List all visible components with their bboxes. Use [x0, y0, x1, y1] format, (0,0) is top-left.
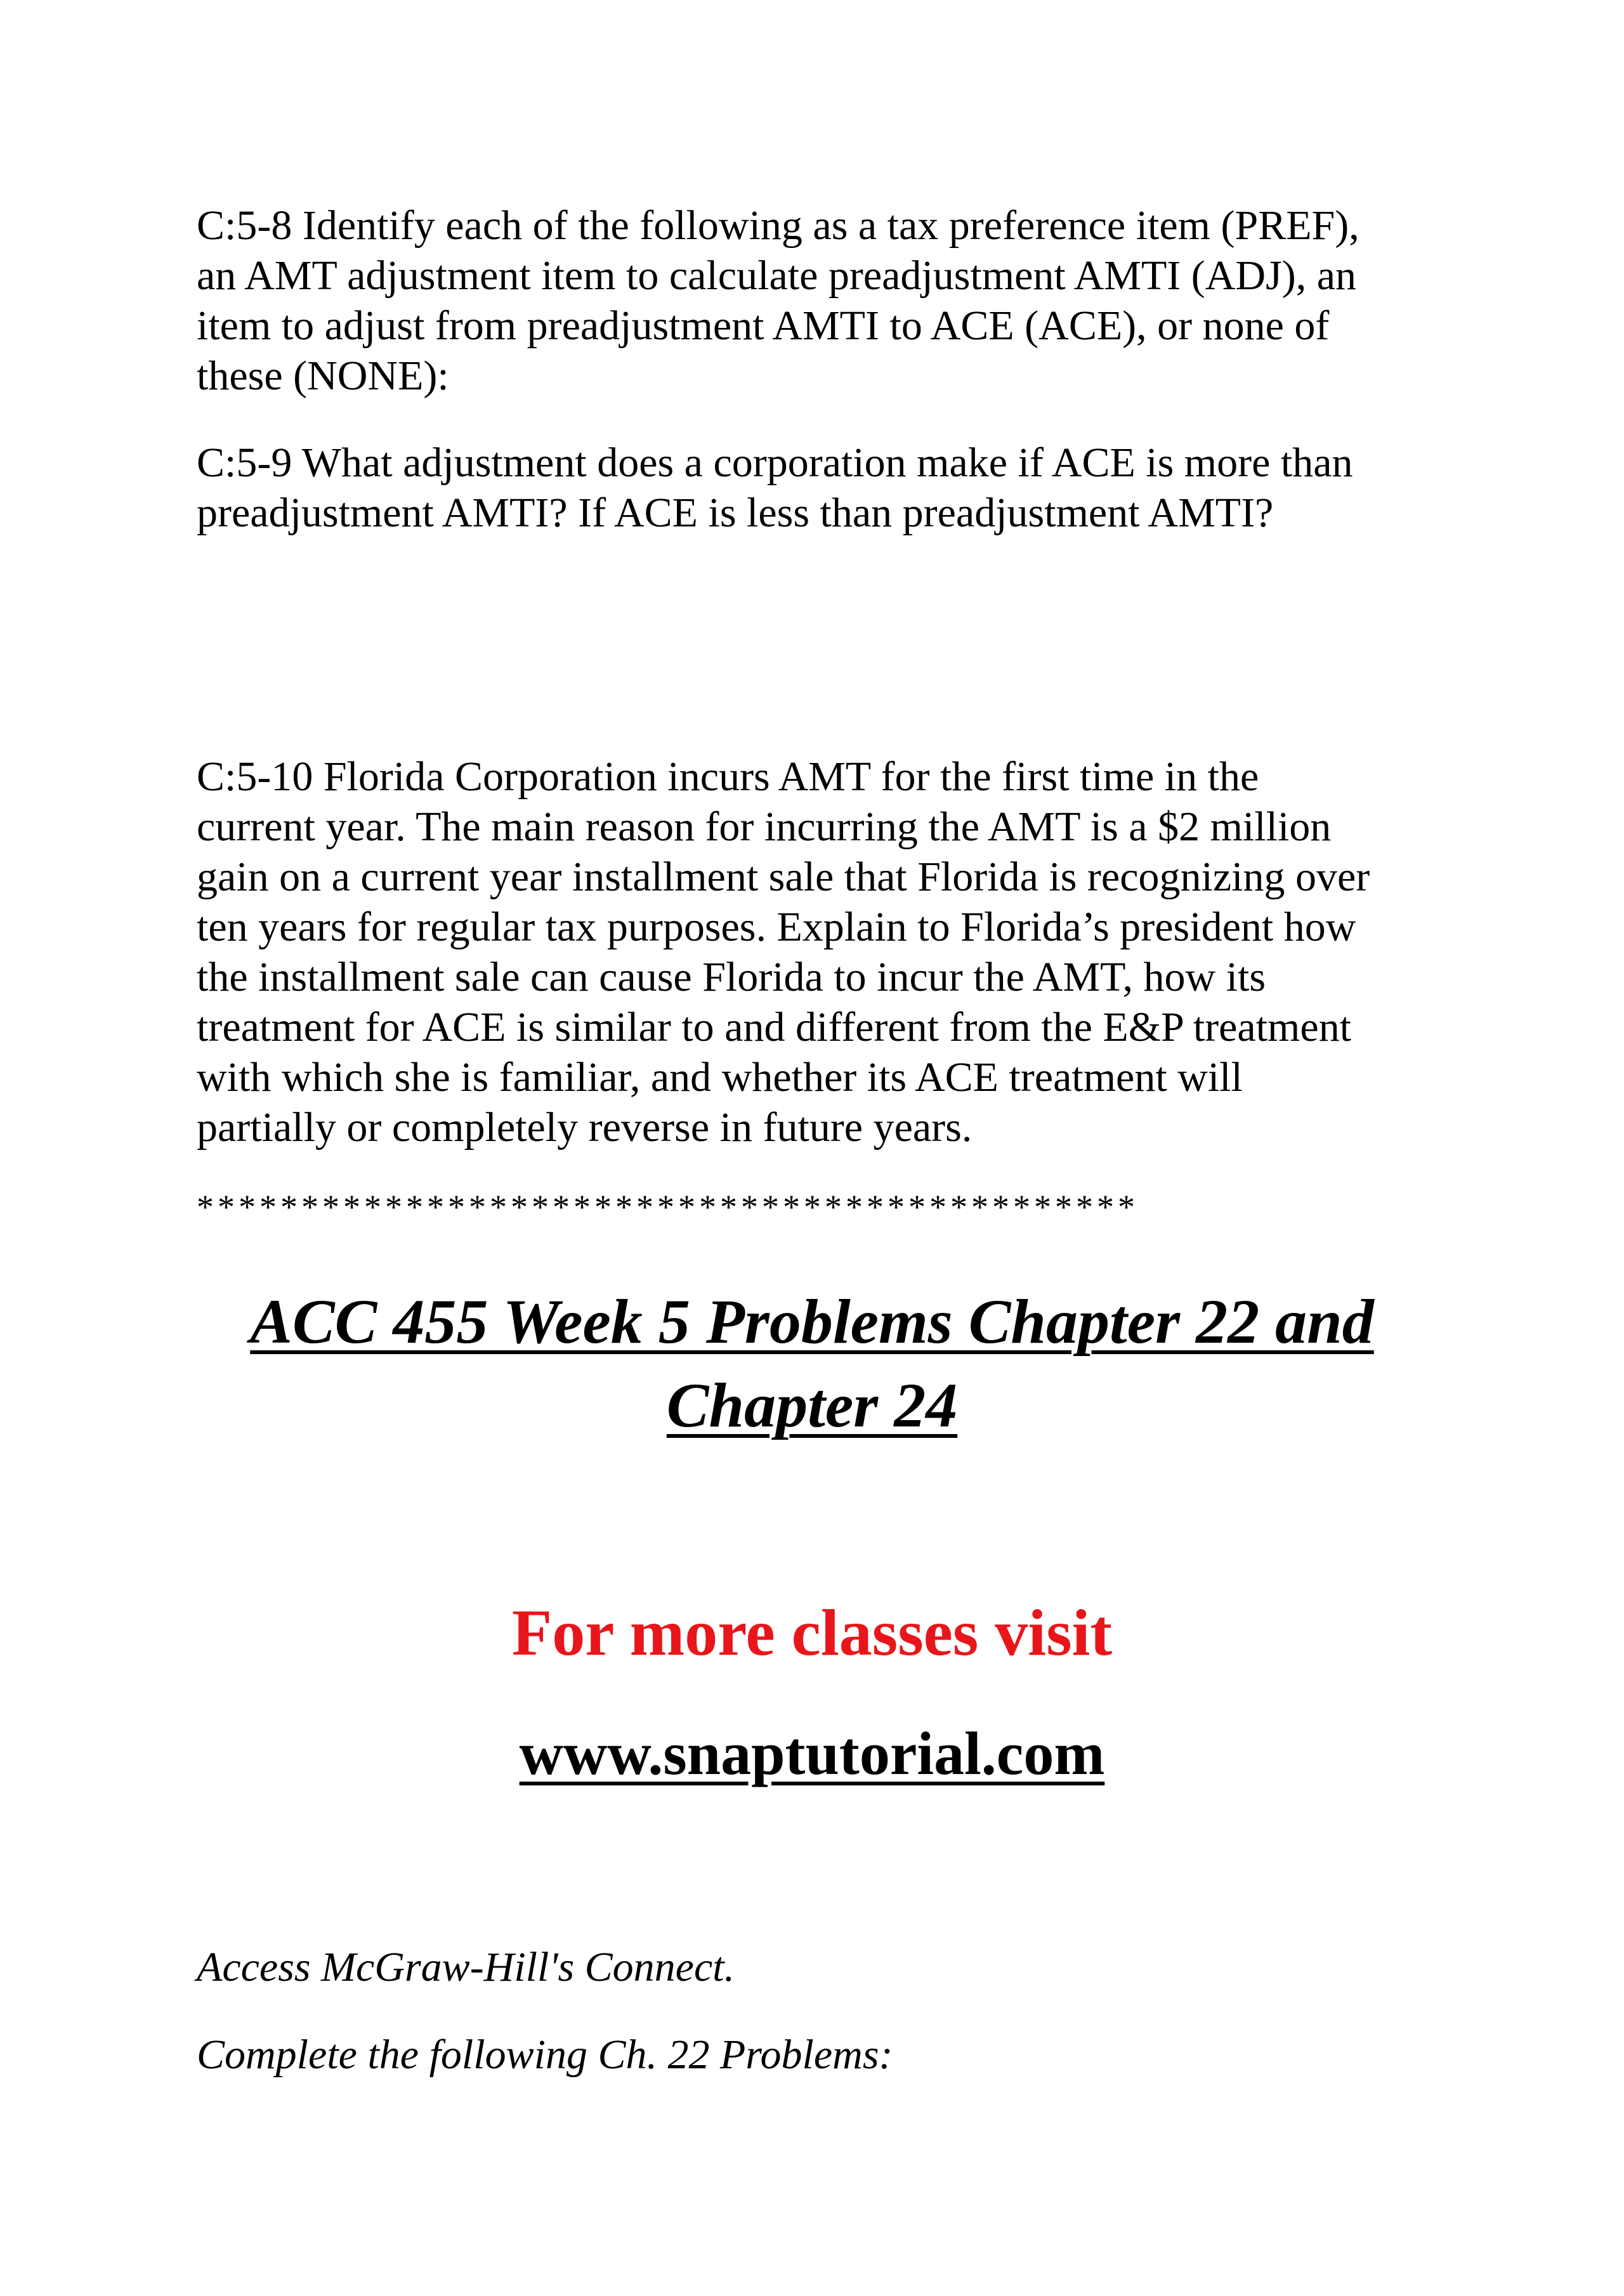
question-c5-10-line: with which she is familiar, and whether its ACE treatment will [197, 1054, 1243, 1100]
question-c5-9-line: preadjustment AMTI? If ACE is less than preadjustment AMTI? [197, 490, 1274, 536]
question-c5-8-line: these (NONE): [197, 353, 449, 399]
section-heading-line-1: ACC 455 Week 5 Problems Chapter 22 and [250, 1286, 1374, 1357]
section-heading [0, 1280, 1624, 1447]
complete-instruction: Complete the following Ch. 22 Problems: [197, 2032, 893, 2078]
section-heading-line-2: Chapter 24 [666, 1370, 958, 1440]
question-c5-8 [197, 200, 1453, 401]
question-c5-10-line: current year. The main reason for incurring the AMT is a $2 million [197, 804, 1332, 850]
question-c5-10-line: C:5-10 Florida Corporation incurs AMT for the first time in the [197, 753, 1259, 800]
question-c5-8-line: C:5-8 Identify each of the following as a tax preference item (PREF), [197, 202, 1359, 249]
question-c5-10-line: ten years for regular tax purposes. Explain to Florida’s president how [197, 904, 1356, 950]
question-c5-8-line: item to adjust from preadjustment AMTI to ACE (ACE), or none of [197, 303, 1330, 349]
promo-text: For more classes visit [511, 1596, 1113, 1669]
website-link[interactable]: www.snaptutorial.com [519, 1719, 1105, 1787]
asterisk-separator: ********************************************* [197, 1188, 1139, 1226]
question-c5-10-line: the installment sale can cause Florida to incur the AMT, how its [197, 954, 1266, 1000]
website-link-container [0, 1712, 1624, 1795]
question-c5-10-line: partially or completely reverse in future years. [197, 1104, 972, 1151]
access-instruction: Access McGraw-Hill's Connect. [197, 1944, 735, 1990]
question-c5-10-line: gain on a current year installment sale that Florida is recognizing over [197, 854, 1370, 900]
question-c5-9-line: C:5-9 What adjustment does a corporation make if ACE is more than [197, 440, 1353, 486]
question-c5-8-line: an AMT adjustment item to calculate preadjustment AMTI (ADJ), an [197, 252, 1357, 299]
question-c5-9 [197, 438, 1453, 538]
question-c5-10-line: treatment for ACE is similar to and different from the E&P treatment [197, 1004, 1352, 1050]
question-c5-10 [197, 752, 1453, 1152]
